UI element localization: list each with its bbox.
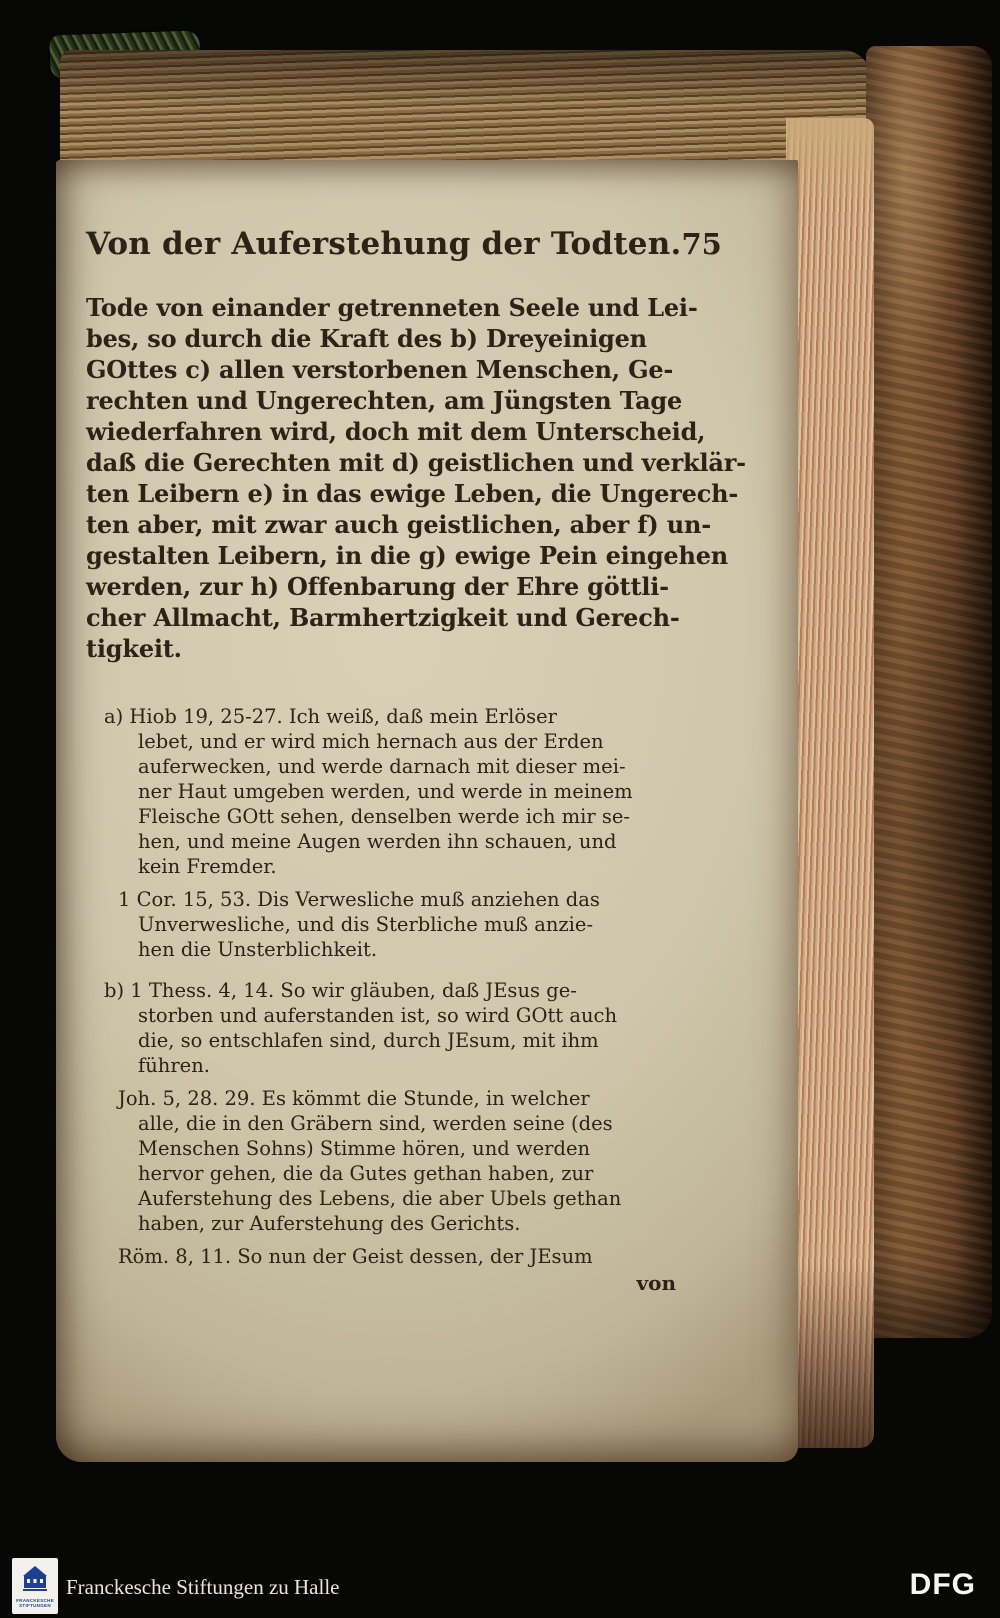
logo-text: FRANCKESCHE STIFTUNGEN — [16, 1597, 54, 1608]
footnote-line: b) 1 Thess. 4, 14. So wir gläuben, daß JEsus ge- — [104, 979, 577, 1002]
footnote-line: Menschen Sohns) Stimme hören, und werden — [138, 1137, 591, 1160]
text-line: daß die Gerechten mit d) geistlichen und verklär- — [86, 448, 746, 477]
text-line: bes, so durch die Kraft des b) Dreyeinigen — [86, 324, 647, 353]
footnote-block — [104, 1086, 736, 1236]
page-number: 75 — [681, 227, 722, 261]
text-line: cher Allmacht, Barmhertzigkeit und Gerech- — [86, 603, 680, 632]
footnote-line: 1 Cor. 15, 53. Dis Verwesliche muß anziehen das — [118, 888, 600, 911]
dfg-logo: DFG — [909, 1568, 976, 1601]
text-line: ten aber, mit zwar auch geistlichen, aber f) un- — [86, 510, 711, 539]
footnote-line: alle, die in den Gräbern sind, werden seine (des — [138, 1112, 613, 1135]
page-edges-top — [60, 50, 872, 172]
page-content — [56, 160, 746, 1295]
body-text — [86, 292, 746, 664]
text-line: GOttes c) allen verstorbenen Menschen, Ge- — [86, 355, 674, 384]
book-spine — [866, 46, 992, 1338]
footnote-block — [104, 978, 736, 1078]
footnote-block — [104, 1244, 736, 1269]
text-line: werden, zur h) Offenbarung der Ehre göttli- — [86, 572, 669, 601]
footnote-line: ner Haut umgeben werden, und werde in meinem — [138, 780, 633, 803]
page-header — [86, 224, 722, 264]
text-line: tigkeit. — [86, 634, 182, 663]
text-line: Tode von einander getrenneten Seele und Lei- — [86, 293, 698, 322]
footnote-line: Joh. 5, 28. 29. Es kömmt die Stunde, in welcher — [118, 1087, 590, 1110]
footnote-line: hen die Unsterblichkeit. — [138, 938, 378, 961]
text-line: rechten und Ungerechten, am Jüngsten Tage — [86, 386, 683, 415]
footnote-line: kein Fremder. — [138, 855, 277, 878]
footnote-line: die, so entschlafen sind, durch JEsum, mit ihm — [138, 1029, 599, 1052]
footnote-block — [104, 704, 736, 879]
page-edges-right — [786, 118, 874, 1448]
footnote-line: a) Hiob 19, 25-27. Ich weiß, daß mein Erlöser — [104, 705, 557, 728]
footnote-line: Auferstehung des Lebens, die aber Ubels gethan — [138, 1187, 622, 1210]
footer-bar — [0, 1554, 1000, 1618]
footnote-line: lebet, und er wird mich hernach aus der Erden — [138, 730, 604, 753]
footnote-line: haben, zur Auferstehung des Gerichts. — [138, 1212, 521, 1235]
footnote-line: Fleische GOtt sehen, denselben werde ich mir se- — [138, 805, 631, 828]
footnote-block — [104, 887, 736, 962]
footnote-line: auferwecken, und werde darnach mit dieser mei- — [138, 755, 626, 778]
footnote-line: Röm. 8, 11. So nun der Geist dessen, der JEsum — [118, 1245, 593, 1268]
running-title: Von der Auferstehung der Todten. — [86, 226, 682, 262]
text-line: ten Leibern e) in das ewige Leben, die Ungerech- — [86, 479, 739, 508]
footnote-line: Unverwesliche, und dis Sterbliche muß anzie- — [138, 913, 594, 936]
text-line: wiederfahren wird, doch mit dem Unterscheid, — [86, 417, 706, 446]
footnote-line: hervor gehen, die da Gutes gethan haben, zur — [138, 1162, 594, 1185]
catchword: von — [636, 1271, 676, 1295]
franckesche-stiftungen-logo — [12, 1558, 58, 1614]
book-page — [56, 160, 798, 1462]
institution-name: Franckesche Stiftungen zu Halle — [66, 1575, 340, 1599]
text-line: gestalten Leibern, in die g) ewige Pein eingehen — [86, 541, 729, 570]
footnotes — [86, 704, 736, 1269]
footnote-line: führen. — [138, 1054, 210, 1077]
orphanage-building-icon — [22, 1564, 48, 1596]
footnote-line: storben und auferstanden ist, so wird GOtt auch — [138, 1004, 618, 1027]
footnote-line: hen, und meine Augen werden ihn schauen, und — [138, 830, 617, 853]
